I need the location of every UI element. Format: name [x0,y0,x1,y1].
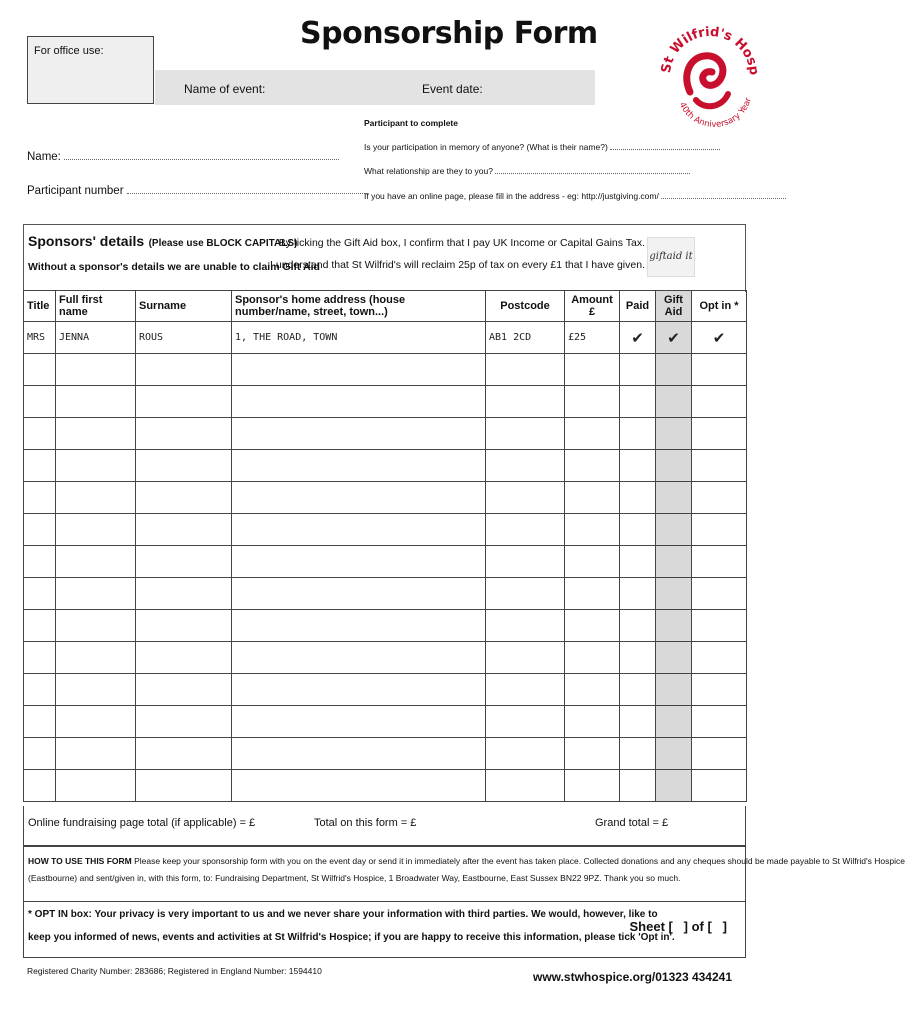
col-first-name-header: Full first name [56,291,136,322]
table-row[interactable] [24,642,747,674]
how-to-heading: HOW TO USE THIS FORM [28,856,132,866]
table-cell[interactable] [620,482,656,514]
hospice-logo [660,14,760,142]
table-cell[interactable] [692,770,747,802]
participant-name-field[interactable] [27,151,339,163]
opt-in-line1: * OPT IN box: Your privacy is very important to us and we never share your information with third parties. We would, however, like to [28,909,658,920]
memory-question-label: Is your participation in memory of anyone? (What is their name?) [364,142,608,152]
table-cell[interactable] [620,610,656,642]
table-cell[interactable] [136,738,232,770]
participant-number-field[interactable] [27,185,367,197]
table-cell[interactable] [24,642,56,674]
example-postcode: AB1 2CD [486,322,565,354]
table-cell[interactable] [486,578,565,610]
table-cell[interactable] [232,578,486,610]
table-cell[interactable] [24,386,56,418]
table-cell[interactable] [486,642,565,674]
table-cell[interactable] [232,354,486,386]
example-paid-tick: ✔ [620,322,656,354]
event-date-label: Event date: [422,82,483,96]
col-amount-header: Amount £ [565,291,620,322]
table-cell[interactable] [656,770,692,802]
table-row[interactable] [24,450,747,482]
table-cell[interactable] [232,610,486,642]
table-cell[interactable] [620,578,656,610]
table-cell[interactable] [24,770,56,802]
sheet-counter[interactable]: Sheet [ ] of [ ] [629,919,727,934]
example-row [24,322,747,354]
table-cell[interactable] [656,482,692,514]
table-cell[interactable] [656,610,692,642]
example-surname: ROUS [136,322,232,354]
event-details-bar[interactable] [155,70,595,105]
table-cell[interactable] [136,450,232,482]
table-cell[interactable] [692,386,747,418]
table-cell[interactable] [486,674,565,706]
table-cell[interactable] [232,482,486,514]
table-cell[interactable] [232,674,486,706]
table-cell[interactable] [486,546,565,578]
memory-question-field[interactable] [364,142,662,152]
grand-total-field[interactable]: Grand total = £ [595,817,669,829]
table-cell[interactable] [486,610,565,642]
table-cell[interactable] [565,482,620,514]
table-cell[interactable] [232,738,486,770]
table-cell[interactable] [232,770,486,802]
table-cell[interactable] [486,738,565,770]
table-cell[interactable] [56,418,136,450]
table-cell[interactable] [136,386,232,418]
table-cell[interactable] [656,386,692,418]
how-to-text2: (Eastbourne) and sent/given in, with this form, to: Fundraising Department, St Wilfrid's Hospice, 1 Broadwater Way, Eastbourne, East Sussex BN22 9PZ. Thank you so much. [28,873,681,883]
example-title: MRS [24,322,56,354]
table-cell[interactable] [24,706,56,738]
office-use-label: For office use: [34,45,104,57]
table-cell[interactable] [692,450,747,482]
table-row[interactable] [24,546,747,578]
table-cell[interactable] [24,482,56,514]
participant-number-label: Participant number [27,185,124,197]
table-cell[interactable] [620,642,656,674]
table-cell[interactable] [24,450,56,482]
table-cell[interactable] [565,642,620,674]
table-cell[interactable] [232,386,486,418]
table-cell[interactable] [136,546,232,578]
table-cell[interactable] [56,770,136,802]
table-cell[interactable] [620,450,656,482]
table-cell[interactable] [486,482,565,514]
table-cell[interactable] [136,514,232,546]
table-header-row [24,291,747,322]
table-row[interactable] [24,770,747,802]
table-row[interactable] [24,738,747,770]
opt-in-box [23,902,746,958]
table-cell[interactable] [136,706,232,738]
table-cell[interactable] [656,354,692,386]
table-cell[interactable] [692,738,747,770]
page-title: Sponsorship Form [300,16,598,51]
table-cell[interactable] [486,706,565,738]
table-cell[interactable] [692,546,747,578]
table-row[interactable] [24,354,747,386]
table-cell[interactable] [620,770,656,802]
table-row[interactable] [24,674,747,706]
table-cell[interactable] [565,706,620,738]
gift-aid-confirm-line1: By ticking the Gift Aid box, I confirm that I pay UK Income or Capital Gains Tax. [278,237,645,249]
table-cell[interactable] [24,354,56,386]
table-cell[interactable] [24,546,56,578]
table-cell[interactable] [620,738,656,770]
gift-aid-header [23,224,746,292]
name-of-event-label: Name of event: [184,82,266,96]
table-cell[interactable] [56,386,136,418]
table-cell[interactable] [24,674,56,706]
table-cell[interactable] [56,514,136,546]
table-cell[interactable] [136,354,232,386]
table-cell[interactable] [24,738,56,770]
relationship-label: What relationship are they to you? [364,166,493,176]
table-cell[interactable] [656,418,692,450]
col-gift-aid-header: Gift Aid [656,291,692,322]
table-cell[interactable] [56,738,136,770]
table-cell[interactable] [656,578,692,610]
table-cell[interactable] [486,770,565,802]
sponsor-table [23,290,747,802]
table-cell[interactable] [56,354,136,386]
table-cell[interactable] [24,610,56,642]
table-cell[interactable] [620,386,656,418]
table-row[interactable] [24,418,747,450]
registration-footer: Registered Charity Number: 283686; Registered in England Number: 1594410 [27,966,322,976]
col-postcode-header: Postcode [486,291,565,322]
table-cell[interactable] [24,514,56,546]
table-row[interactable] [24,386,747,418]
table-cell[interactable] [620,418,656,450]
table-cell[interactable] [565,514,620,546]
example-address: 1, THE ROAD, TOWN [232,322,486,354]
participant-name-label: Name: [27,151,61,163]
table-cell[interactable] [692,578,747,610]
gift-aid-confirm-line2: I understand that St Wilfrid's will reclaim 25p of tax on every £1 that I have given. [270,259,645,271]
table-cell[interactable] [692,354,747,386]
table-cell[interactable] [486,418,565,450]
table-row[interactable] [24,514,747,546]
table-cell[interactable] [136,674,232,706]
table-cell[interactable] [56,610,136,642]
table-cell[interactable] [656,642,692,674]
table-cell[interactable] [692,674,747,706]
example-gift-aid-tick: ✔ [656,322,692,354]
online-total-field[interactable]: Online fundraising page total (if applicable) = £ [28,817,256,829]
table-cell[interactable] [656,738,692,770]
col-opt-in-header: Opt in * [692,291,747,322]
col-title-header: Title [24,291,56,322]
totals-row [23,806,746,846]
how-to-use-box [23,846,905,902]
table-cell[interactable] [565,354,620,386]
table-cell[interactable] [565,738,620,770]
table-cell[interactable] [56,482,136,514]
table-row[interactable] [24,706,747,738]
table-cell[interactable] [56,642,136,674]
table-cell[interactable] [620,706,656,738]
how-to-line1 [28,853,905,870]
online-page-label: If you have an online page, please fill in the address - eg: http://justgiving.com/ [364,191,659,201]
table-cell[interactable] [692,610,747,642]
table-row[interactable] [24,482,747,514]
table-cell[interactable] [56,674,136,706]
table-cell[interactable] [620,674,656,706]
opt-in-line2: keep you informed of news, events and activities at St Wilfrid's Hospice; if you are happy to receive this information, please tick 'Opt in'. [28,932,675,943]
table-cell[interactable] [24,578,56,610]
table-cell[interactable] [620,514,656,546]
table-cell[interactable] [692,642,747,674]
table-cell[interactable] [136,418,232,450]
table-cell[interactable] [565,610,620,642]
table-cell[interactable] [56,450,136,482]
table-cell[interactable] [692,482,747,514]
table-row[interactable] [24,610,747,642]
table-cell[interactable] [692,514,747,546]
table-cell[interactable] [136,482,232,514]
table-cell[interactable] [486,514,565,546]
table-cell[interactable] [136,642,232,674]
table-cell[interactable] [565,386,620,418]
col-paid-header: Paid [620,291,656,322]
example-first-name: JENNA [56,322,136,354]
table-cell[interactable] [136,610,232,642]
how-to-text1: Please keep your sponsorship form with you on the event day or send it in immediately after the event has taken place. Collected donations and any cheques should be made payable to St Wilfrid's Hospice [134,856,905,866]
table-cell[interactable] [136,770,232,802]
table-cell[interactable] [692,418,747,450]
table-cell[interactable] [232,418,486,450]
contact-footer: www.stwhospice.org/01323 434241 [533,970,732,984]
participant-heading: Participant to complete [364,118,458,128]
table-cell[interactable] [56,578,136,610]
table-cell[interactable] [656,514,692,546]
relationship-field[interactable] [364,166,664,176]
example-amount: £25 [565,322,620,354]
table-cell[interactable] [232,706,486,738]
table-cell[interactable] [692,706,747,738]
table-cell[interactable] [565,450,620,482]
sponsors-details-heading [28,233,297,251]
table-cell[interactable] [232,642,486,674]
table-cell[interactable] [486,354,565,386]
table-cell[interactable] [56,706,136,738]
office-use-box[interactable] [27,36,154,104]
online-page-field[interactable] [364,191,714,201]
table-row[interactable] [24,578,747,610]
table-cell[interactable] [56,546,136,578]
table-cell[interactable] [620,546,656,578]
col-address-header: Sponsor's home address (house number/name, street, town...) [232,291,486,322]
table-cell[interactable] [565,578,620,610]
table-cell[interactable] [656,674,692,706]
block-capitals-note: (Please use BLOCK CAPITALS) [148,238,298,249]
table-cell[interactable] [620,354,656,386]
table-cell[interactable] [486,450,565,482]
table-cell[interactable] [656,706,692,738]
table-cell[interactable] [486,386,565,418]
svg-text:St Wilfrid's Hospice: St Wilfrid's Hosp [660,24,760,77]
table-cell[interactable] [232,546,486,578]
sponsors-details-title: Sponsors' details [28,233,145,249]
table-cell[interactable] [565,770,620,802]
table-cell[interactable] [565,418,620,450]
gift-aid-logo: giftaid it [647,237,695,277]
col-surname-header: Surname [136,291,232,322]
svg-text:40th Anniversary Year: 40th Anniversary Year [676,96,754,130]
gift-aid-warning: Without a sponsor's details we are unable to claim Gift Aid [28,261,320,273]
table-cell[interactable] [24,418,56,450]
example-opt-in-tick: ✔ [692,322,747,354]
table-cell[interactable] [136,578,232,610]
table-cell[interactable] [565,674,620,706]
table-cell[interactable] [232,450,486,482]
table-cell[interactable] [656,546,692,578]
table-cell[interactable] [232,514,486,546]
table-cell[interactable] [656,450,692,482]
form-total-field[interactable]: Total on this form = £ [314,817,417,829]
table-cell[interactable] [565,546,620,578]
